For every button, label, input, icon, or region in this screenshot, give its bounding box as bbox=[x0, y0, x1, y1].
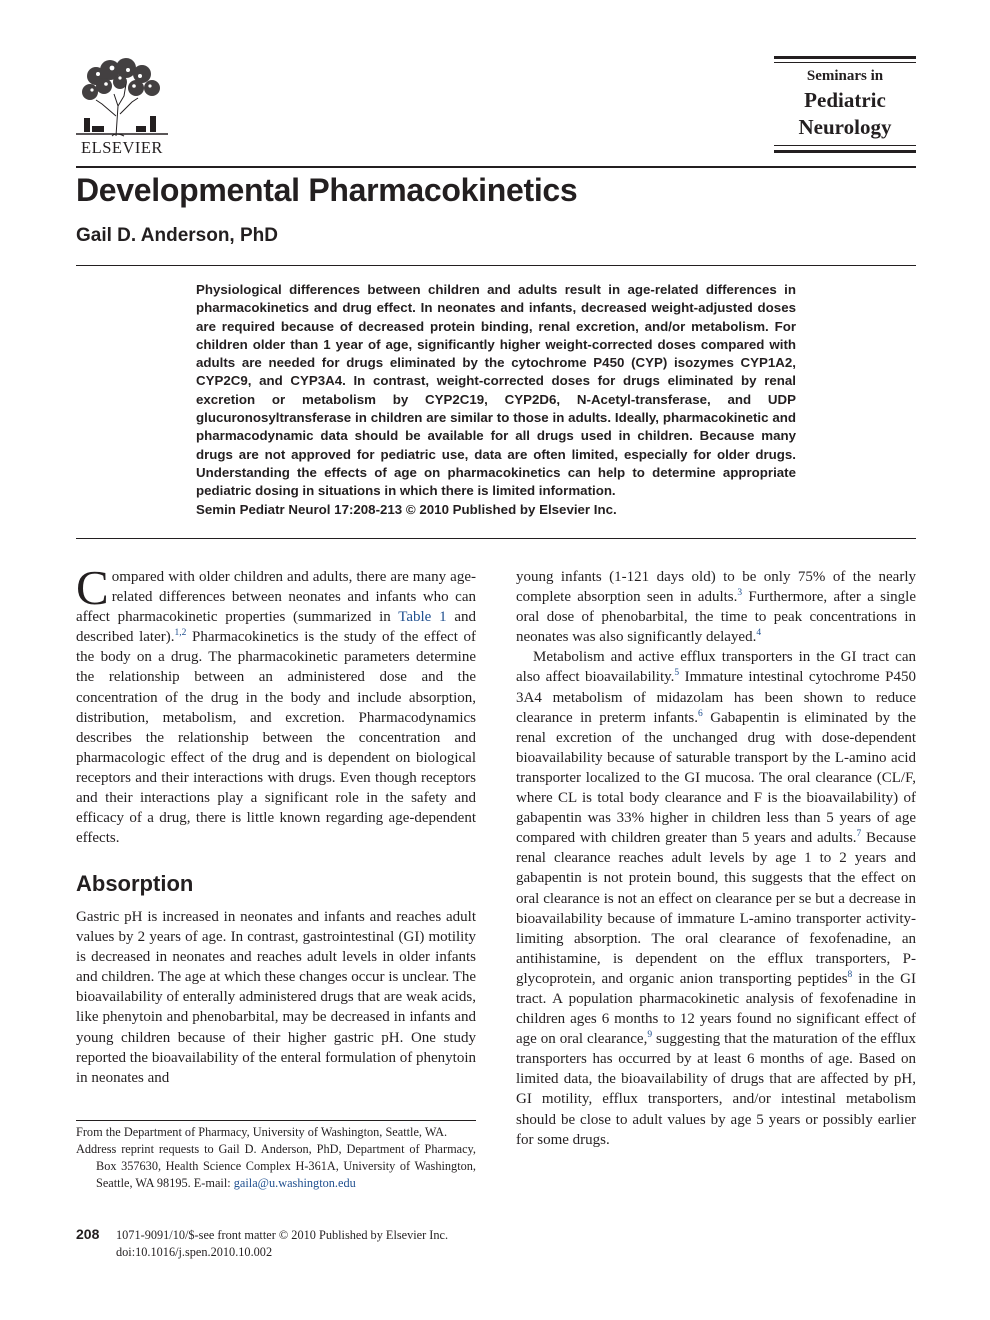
absorption-paragraph-1-continued bbox=[516, 567, 916, 647]
absorption-paragraph-2 bbox=[516, 647, 916, 1149]
paragraph-text: young infants (1-121 days old) to be only 75% of the nearly complete absorption seen in adults. bbox=[516, 569, 916, 606]
footnote-address-text: Address reprint requests to Gail D. Anderson, PhD, Department of Pharmacy, Box 357630, Health Science Complex H-361A, University of Washington, Seattle, WA 98195. E-mail: bbox=[76, 1142, 476, 1190]
page-number: 208 bbox=[76, 1226, 100, 1242]
paragraph-text: Immature intestinal cytochrome P450 3A4 metabolism of midazolam has been shown to reduce clearance in preterm infants. bbox=[516, 669, 916, 726]
paragraph-text: Gabapentin is eliminated by the renal excretion of the unchanged drug with dose-dependent bioavailability because of saturable transport by the L-amino acid transporter localized to the GI mucosa. The oral clearance (CL/F, where CL is total body clearance and F is the bioavailability) of gabapentin was 33% higher in children less than 5 years of age compared with children greater than 5 years and adults. bbox=[516, 709, 916, 847]
intro-text-b: and described later). bbox=[76, 609, 476, 646]
article-title: Developmental Pharmacokinetics bbox=[76, 172, 578, 208]
intro-text-a: ompared with older children and adults, there are many age-related differences between neonates and infants who can affect pharmacokinetic properties (summarized in bbox=[76, 569, 476, 626]
reference-link-1-2[interactable]: 1,2 bbox=[174, 628, 187, 639]
intro-paragraph bbox=[76, 560, 476, 848]
paragraph-text: Furthermore, after a single oral dose of phenobarbital, the time to peak concentrations in neonates was also significantly delayed. bbox=[516, 589, 916, 646]
article-author: Gail D. Anderson, PhD bbox=[76, 225, 278, 246]
reference-link-6[interactable]: 6 bbox=[697, 708, 703, 719]
header-divider bbox=[76, 166, 916, 168]
reference-link-9[interactable]: 9 bbox=[647, 1030, 653, 1041]
abstract-top-divider bbox=[76, 265, 916, 266]
section-heading-absorption: Absorption bbox=[76, 871, 194, 896]
footnote bbox=[76, 1124, 476, 1192]
drop-cap: C bbox=[76, 560, 109, 615]
table-1-link[interactable]: Table 1 bbox=[398, 609, 447, 626]
abstract bbox=[196, 281, 796, 519]
paragraph-text: in the GI tract. A population pharmacokinetic analysis of fexofenadine in children ages 6 months to 12 years found no significant effect of age on oral clearance, bbox=[516, 970, 916, 1048]
footer-info bbox=[116, 1227, 448, 1261]
reference-link-7[interactable]: 7 bbox=[856, 829, 862, 840]
reference-link-4[interactable]: 4 bbox=[756, 628, 762, 639]
footer-copyright: 1071-9091/10/$-see front matter © 2010 Published by Elsevier Inc. bbox=[116, 1228, 449, 1242]
journal-title-line-2: Pediatric bbox=[804, 88, 886, 112]
footnote-address bbox=[76, 1141, 476, 1192]
reference-link-5[interactable]: 5 bbox=[674, 668, 680, 679]
abstract-text: Physiological differences between children and adults result in age-related differences in pharmacokinetics and drug effect. In neonates and infants, decreased weight-adjusted doses are required because of decreased protein binding, renal excretion, and/or metabolism. For children older than 1 year of age, significantly higher weight-corrected doses compared with adults are needed for drugs eliminated by the cytochrome P450 (CYP) isozymes CYP1A2, CYP2C9, and CYP3A4. In contrast, weight-corrected doses for drugs eliminated by renal excretion or metabolism by CYP2C19, CYP2D6, N-Acetyl-transferase, and UDP glucuronosyltransferase in children are similar to those in adults. Ideally, pharmacokinetic and pharmacodynamic data should be available for all drugs used in children. Because many drugs are not approved for pediatric use, data are often limited, especially for older drugs. Understanding the effects of age on pharmacokinetics can help to determine appropriate pediatric dosing in situations in which there is limited information. bbox=[196, 282, 796, 499]
abstract-bottom-divider bbox=[76, 538, 916, 539]
intro-text-c: Pharmacokinetics is the study of the effect of the body on a drug. The pharmacokinetic parameters determine the relationship between an administered dose and the concentration of the drug in the body and include absorption, distribution, metabolism, and excretion. Pharmacodynamics describes the relationship between the concentration and pharmacologic effect of the drug and is dependent on biological receptors and their interactions with drugs. Even though receptors and their interactions play a significant role in the safety and efficacy of a drug, there is little known regarding age-dependent effects. bbox=[76, 629, 476, 847]
paragraph-text: Because renal clearance reaches adult levels by age 1 to 2 years and gabapentin is not protein bound, this suggests that the effect on oral clearance is not an effect on clearance per se but a decrease in bioavailability because of immature L-amino transporter activity-limiting absorption. The oral clearance of fexofenadine, an antihistamine, is dependent on the efflux transporters, P-glycoprotein, and organic anion transporting peptides bbox=[516, 830, 916, 987]
email-link[interactable]: gaila@u.washington.edu bbox=[233, 1176, 356, 1190]
reference-link-3[interactable]: 3 bbox=[737, 588, 743, 599]
absorption-paragraph-1: Gastric pH is increased in neonates and infants and reaches adult values by 2 years of age. In contrast, gastrointestinal (GI) motility is decreased in neonates and reaches adult levels in older infants and children. The age at which these changes occur is unclear. The bioavailability of enterally administered drugs that are weak acids, like phenytoin and phenobarbital, may be decreased in infants and young children because of their higher gastric pH. One study reported the bioavailability of the enteral formulation of phenytoin in neonates and bbox=[76, 909, 476, 1086]
journal-title-line-1: Seminars in bbox=[806, 68, 884, 84]
journal-title-line-3: Neurology bbox=[798, 115, 892, 139]
journal-masthead bbox=[774, 56, 916, 156]
reference-link-8[interactable]: 8 bbox=[847, 969, 853, 980]
publisher-name: ELSEVIER bbox=[81, 138, 163, 157]
footnote-divider bbox=[76, 1120, 476, 1121]
paragraph-text: Metabolism and active efflux transporters in the GI tract can also affect bioavailability. bbox=[516, 649, 916, 686]
right-column bbox=[516, 567, 916, 1150]
paragraph-text: suggesting that the maturation of the efflux transporters has occurred by at least 6 months of age. Based on limited data, the bioavailability of drugs that are affected by pH, GI motility, efflux transporters, and/or intestinal metabolism should be close to adult values by age 5 years or possibly earlier for some drugs. bbox=[516, 1031, 916, 1148]
footer-doi: doi:10.1016/j.spen.2010.10.002 bbox=[116, 1245, 273, 1259]
abstract-citation: Semin Pediatr Neurol 17:208-213 © 2010 Published by Elsevier Inc. bbox=[196, 501, 617, 517]
footnote-affiliation: From the Department of Pharmacy, University of Washington, Seattle, WA. bbox=[76, 1125, 448, 1139]
